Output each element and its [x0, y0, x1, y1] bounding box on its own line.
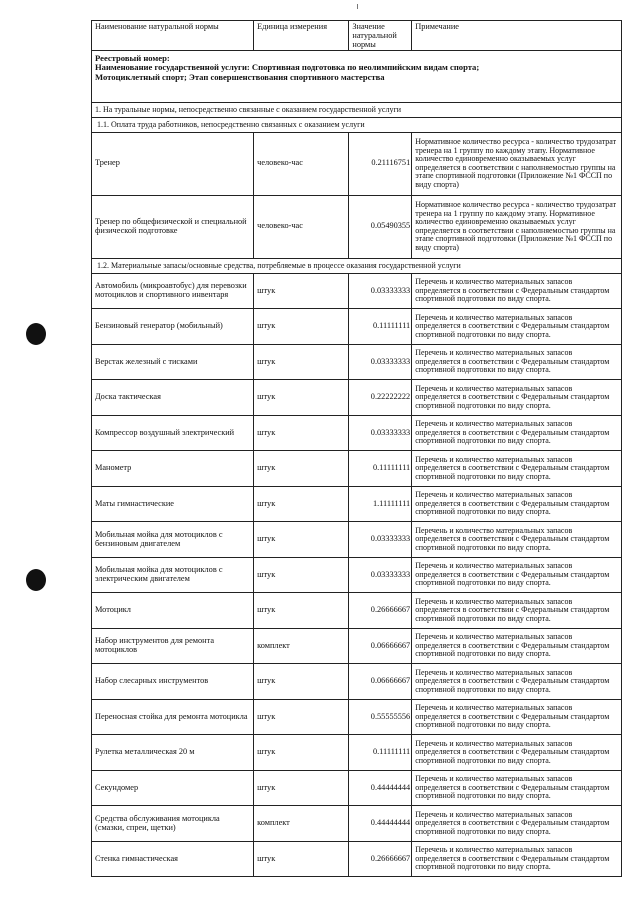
norm-note: Перечень и количество материальных запасов определяется в соответствии с Федеральным стандартом спортивной подготовки по виду спорта.: [412, 415, 622, 451]
registry-cell: [92, 50, 622, 102]
norm-note: Перечень и количество материальных запасов определяется в соответствии с Федеральным стандартом спортивной подготовки по виду спорта.: [412, 806, 622, 842]
subsection-row: [92, 117, 622, 132]
norm-note: Перечень и количество материальных запасов определяется в соответствии с Федеральным стандартом спортивной подготовки по виду спорта.: [412, 735, 622, 771]
norm-value: 0.44444444: [349, 770, 412, 806]
norm-name: Маты гимнастические: [92, 486, 254, 522]
table-row: [92, 309, 622, 345]
norm-note: Перечень и количество материальных запасов определяется в соответствии с Федеральным стандартом спортивной подготовки по виду спорта.: [412, 593, 622, 629]
norm-unit: человеко-час: [254, 132, 349, 195]
punch-hole-top: [26, 323, 46, 345]
norm-unit: штук: [254, 557, 349, 593]
norm-note: Перечень и количество материальных запасов определяется в соответствии с Федеральным стандартом спортивной подготовки по виду спорта.: [412, 273, 622, 309]
norm-name: Тренер по общефизической и специальной физической подготовке: [92, 195, 254, 258]
norm-unit: штук: [254, 309, 349, 345]
norm-name: Мотоцикл: [92, 593, 254, 629]
norm-value: 0.03333333: [349, 415, 412, 451]
norm-unit: штук: [254, 273, 349, 309]
registry-sport-stage: Мотоциклетный спорт; Этап совершенствования спортивного мастерства: [95, 71, 385, 82]
table-row: [92, 841, 622, 877]
subsection-title-labor: 1.1. Оплата труда работников, непосредственно связанных с оказанием услуги: [92, 117, 622, 132]
norm-note: Перечень и количество материальных запасов определяется в соответствии с Федеральным стандартом спортивной подготовки по виду спорта.: [412, 770, 622, 806]
table-row: [92, 557, 622, 593]
norm-note: Перечень и количество материальных запасов определяется в соответствии с Федеральным стандартом спортивной подготовки по виду спорта.: [412, 309, 622, 345]
norm-name: Тренер: [92, 132, 254, 195]
norm-note: Перечень и количество материальных запасов определяется в соответствии с Федеральным стандартом спортивной подготовки по виду спорта.: [412, 664, 622, 700]
norm-name: Компрессор воздушный электрический: [92, 415, 254, 451]
table-row: [92, 664, 622, 700]
section-row: [92, 102, 622, 117]
table-row: [92, 735, 622, 771]
norm-note: Перечень и количество материальных запасов определяется в соответствии с Федеральным стандартом спортивной подготовки по виду спорта.: [412, 486, 622, 522]
table-row: [92, 344, 622, 380]
norm-name: Бензиновый генератор (мобильный): [92, 309, 254, 345]
subsection-row: [92, 258, 622, 273]
norm-value: 0.06666667: [349, 628, 412, 664]
norm-unit: штук: [254, 841, 349, 877]
section-title: 1. На туральные нормы, непосредственно связанные с оказанием государственной услуги: [92, 102, 622, 117]
table-row: [92, 806, 622, 842]
table-row: [92, 699, 622, 735]
norm-note: Перечень и количество материальных запасов определяется в соответствии с Федеральным стандартом спортивной подготовки по виду спорта.: [412, 380, 622, 416]
norm-value: 0.11111111: [349, 309, 412, 345]
registry-number: Реестровый номер:: [95, 52, 170, 63]
norm-unit: штук: [254, 664, 349, 700]
registry-service-name: Наименование государственной услуги: Спортивная подготовка по неолимпийским видам спорта;: [95, 62, 480, 73]
norm-value: 0.55555556: [349, 699, 412, 735]
norm-value: 0.11111111: [349, 451, 412, 487]
norm-value: 0.03333333: [349, 557, 412, 593]
subsection-title-materials: 1.2. Материальные запасы/основные средства, потребляемые в процессе оказания государственной услуги: [92, 258, 622, 273]
norm-name: Переносная стойка для ремонта мотоцикла: [92, 699, 254, 735]
norms-table: [91, 20, 622, 877]
norm-note: Перечень и количество материальных запасов определяется в соответствии с Федеральным стандартом спортивной подготовки по виду спорта.: [412, 557, 622, 593]
header-value: Значение натуральной нормы: [349, 21, 412, 51]
table-row: [92, 628, 622, 664]
norm-note: Перечень и количество материальных запасов определяется в соответствии с Федеральным стандартом спортивной подготовки по виду спорта.: [412, 522, 622, 558]
norm-note: Перечень и количество материальных запасов определяется в соответствии с Федеральным стандартом спортивной подготовки по виду спорта.: [412, 344, 622, 380]
norm-unit: штук: [254, 451, 349, 487]
registry-row: [92, 50, 622, 102]
norm-name: Мобильная мойка для мотоциклов с бензиновым двигателем: [92, 522, 254, 558]
norm-unit: штук: [254, 522, 349, 558]
table-row: [92, 770, 622, 806]
norm-value: 0.26666667: [349, 841, 412, 877]
norm-name: Мобильная мойка для мотоциклов с электрическим двигателем: [92, 557, 254, 593]
norm-unit: штук: [254, 735, 349, 771]
norm-unit: штук: [254, 699, 349, 735]
table-row: [92, 486, 622, 522]
norm-name: Набор слесарных инструментов: [92, 664, 254, 700]
table-row: [92, 593, 622, 629]
norm-name: Стенка гимнастическая: [92, 841, 254, 877]
norm-value: 0.26666667: [349, 593, 412, 629]
table-row: [92, 415, 622, 451]
norm-value: 0.03333333: [349, 522, 412, 558]
norm-unit: штук: [254, 486, 349, 522]
norm-unit: штук: [254, 380, 349, 416]
table-row: [92, 273, 622, 309]
norm-unit: штук: [254, 415, 349, 451]
norm-value: 0.03333333: [349, 344, 412, 380]
norm-name: Доска тактическая: [92, 380, 254, 416]
norm-name: Набор инструментов для ремонта мотоциклов: [92, 628, 254, 664]
norm-note: Перечень и количество материальных запасов определяется в соответствии с Федеральным стандартом спортивной подготовки по виду спорта.: [412, 699, 622, 735]
norm-name: Автомобиль (микроавтобус) для перевозки мотоциклов и спортивного инвентаря: [92, 273, 254, 309]
norm-value: 0.22222222: [349, 380, 412, 416]
table-row: [92, 132, 622, 195]
norm-note: Перечень и количество материальных запасов определяется в соответствии с Федеральным стандартом спортивной подготовки по виду спорта.: [412, 628, 622, 664]
norm-value: 0.11111111: [349, 735, 412, 771]
norm-unit: штук: [254, 344, 349, 380]
norm-unit: штук: [254, 770, 349, 806]
header-name: Наименование натуральной нормы: [92, 21, 254, 51]
norm-name: Верстак железный с тисками: [92, 344, 254, 380]
norm-unit: штук: [254, 593, 349, 629]
norm-unit: комплект: [254, 628, 349, 664]
norm-unit: человеко-час: [254, 195, 349, 258]
norm-note: Перечень и количество материальных запасов определяется в соответствии с Федеральным стандартом спортивной подготовки по виду спорта.: [412, 841, 622, 877]
table-row: [92, 451, 622, 487]
norm-value: 0.06666667: [349, 664, 412, 700]
punch-hole-bottom: [26, 569, 46, 591]
norm-value: 1.11111111: [349, 486, 412, 522]
header-note: Примечание: [412, 21, 622, 51]
norm-name: Рулетка металлическая 20 м: [92, 735, 254, 771]
norm-note: Нормативное количество ресурса - количество трудозатрат тренера на 1 группу по каждому этапу. Нормативное количество единовременно оказываемых услуг определяется в соответствии с наполняемостью группы на этапе спортивной подготовки (Приложение №1 ФССП по виду спорта): [412, 132, 622, 195]
norm-value: 0.21116751: [349, 132, 412, 195]
table-row: [92, 195, 622, 258]
norm-note: Нормативное количество ресурса - количество трудозатрат тренера на 1 группу по каждому этапу. Нормативное количество единовременно оказываемых услуг определяется в соответствии с наполняемостью группы на этапе спортивной подготовки (Приложение №1 ФССП по виду спорта): [412, 195, 622, 258]
norm-note: Перечень и количество материальных запасов определяется в соответствии с Федеральным стандартом спортивной подготовки по виду спорта.: [412, 451, 622, 487]
table-row: [92, 522, 622, 558]
header-unit: Единица измерения: [254, 21, 349, 51]
table-row: [92, 380, 622, 416]
norm-name: Средства обслуживания мотоцикла (смазки, спреи, щетки): [92, 806, 254, 842]
header-row: [92, 21, 622, 51]
norm-unit: комплект: [254, 806, 349, 842]
norm-value: 0.44444444: [349, 806, 412, 842]
norm-name: Секундомер: [92, 770, 254, 806]
norm-name: Манометр: [92, 451, 254, 487]
scan-mark: [357, 4, 358, 9]
norm-value: 0.03333333: [349, 273, 412, 309]
norm-value: 0.05490355: [349, 195, 412, 258]
